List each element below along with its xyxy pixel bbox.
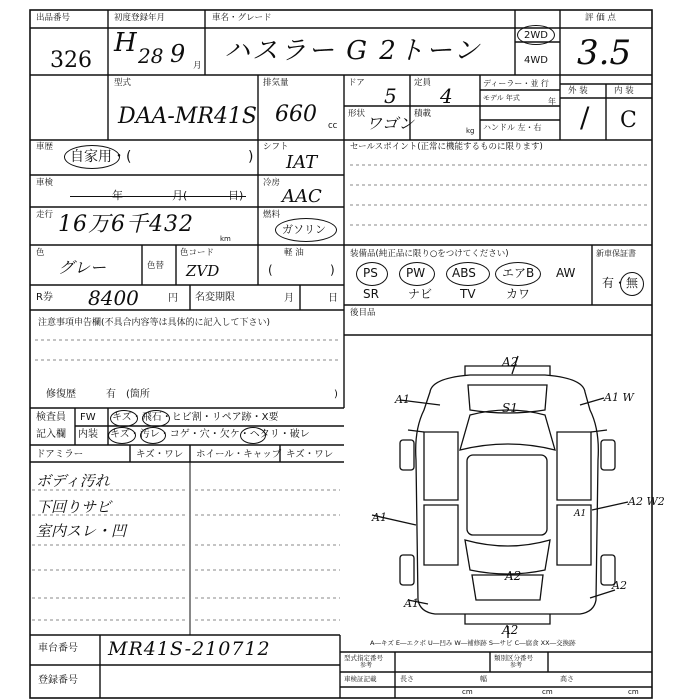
height-unit: cm [628, 688, 639, 696]
usage-value: 自家用・( [70, 149, 132, 165]
repair-value: 有 [106, 389, 116, 400]
shape-value: ワゴン [366, 114, 415, 133]
aircon-label: 冷房 [263, 178, 281, 188]
damage-rear-right: A2 [612, 579, 627, 592]
model-year-label: モデル 年式 [483, 94, 520, 102]
name-change-day: 日 [328, 293, 338, 304]
equip-tv: TV [460, 287, 476, 301]
usage-label: 車歴 [36, 142, 54, 152]
type-designation-sub: 参考 [360, 662, 373, 669]
score-value: 3.5 [577, 33, 632, 73]
sales-point-label: セールスポイント(正常に機能するものに限ります) [350, 142, 543, 152]
equipment-label: 装備品(純正品に限り○をつけてください) [350, 249, 509, 259]
name-change-month: 月 [284, 293, 294, 304]
light-oil-open: ( [268, 263, 273, 277]
handle-label: ハンドル 左・右 [483, 123, 542, 132]
equip-navi: ナビ [408, 287, 433, 301]
first-reg-label: 初度登録年月 [114, 13, 166, 23]
color-value: グレー [58, 258, 107, 277]
warranty-label: 新車保証書 [596, 249, 636, 258]
first-reg-month-unit: 月 [193, 61, 202, 71]
mileage-label: 走行 [36, 210, 54, 220]
equip-pw: PW [406, 266, 426, 280]
damage-left-side: A1 [372, 511, 387, 524]
inspector-row1-text: キズ・飛石・ヒビ割・リペア跡・X要 [112, 412, 279, 423]
usage-circle [64, 145, 120, 169]
interior-chip-circle [240, 427, 266, 444]
drive-2wd-circle [517, 25, 555, 45]
dealer-label: ディーラー・並 行 [483, 79, 549, 88]
damage-rear: A2 [502, 623, 519, 637]
chassis-value: MR41S-210712 [108, 638, 271, 660]
height-label: 高さ [560, 675, 574, 683]
damage-front-left: A1 [395, 393, 410, 406]
drive-4wd: 4WD [524, 55, 548, 66]
aircon-value: AAC [282, 186, 322, 207]
color-change-label: 色替 [147, 261, 165, 271]
chassis-label: 車台番号 [38, 643, 78, 654]
inspector-label-2: 記入欄 [36, 429, 66, 440]
capacity-label: 定員 [414, 78, 432, 88]
usage-close: ) [248, 149, 254, 165]
interior-scratch-circle [108, 427, 136, 444]
damage-legend: A―キズ E―エクボ U―凹み W―補修跡 S―サビ C―腐食 XX―交換跡 [370, 639, 576, 647]
first-reg-month: 9 [170, 40, 186, 68]
car-name: ハスラー G 2トーン [224, 36, 482, 66]
inspector-door-mirror: ドアミラー [36, 449, 84, 460]
name-change-label: 名変期限 [195, 292, 235, 303]
equip-airbag-circle [495, 262, 541, 286]
interior-label: 内 装 [614, 86, 634, 96]
displacement-value: 660 [275, 102, 317, 127]
registration-label: 登録番号 [38, 675, 78, 686]
model-label: 型式 [114, 78, 132, 88]
inspector-mirror-damage: キズ・ワレ [136, 449, 184, 460]
repair-label: 修復歴 [46, 389, 76, 400]
inspector-row2-head: 内装 [78, 429, 98, 440]
class-sub: 参考 [510, 662, 523, 669]
inspection-label: 車検 [36, 178, 54, 188]
lot-number: 326 [50, 48, 92, 73]
mileage-unit: km [220, 235, 231, 243]
damage-right-mid: A1 [574, 509, 587, 519]
first-reg-year: 28 [138, 44, 164, 68]
inspection-year: 年 [112, 189, 123, 202]
inspector-wheel: ホイール・キャップ [196, 449, 282, 460]
color-label: 色 [36, 248, 45, 258]
equip-leather: カワ [506, 287, 531, 301]
car-diagram [372, 356, 628, 638]
shape-label: 形状 [348, 109, 366, 119]
warranty-options: 有・無 [602, 276, 639, 290]
light-oil-label: 軽 油 [284, 248, 304, 258]
color-code-value: ZVD [186, 262, 220, 280]
type-designation-label: 型式指定番号 [344, 654, 383, 662]
capacity-value: 4 [440, 84, 453, 108]
damage-rear-door: A2 [505, 569, 522, 583]
damage-right-side: A2 W2 [628, 495, 665, 508]
score-label: 評 価 点 [585, 13, 616, 23]
length-unit: cm [462, 688, 473, 696]
model-value: DAA-MR41S [118, 104, 258, 129]
exterior-label: 外 装 [568, 86, 588, 96]
door-label: ドア [348, 78, 365, 88]
fuel-label: 燃料 [263, 210, 281, 220]
repair-part: (箇所 [126, 389, 150, 400]
displacement-label: 排気量 [263, 78, 289, 88]
inspection-day: 日) [228, 189, 244, 202]
door-value: 5 [384, 84, 397, 108]
color-code-label: 色コード [180, 248, 215, 258]
fuel-circle [275, 218, 337, 242]
recycle-value: 8400 [88, 286, 139, 310]
width-label: 幅 [480, 675, 487, 683]
fw-stone-circle [142, 410, 170, 427]
width-unit: cm [542, 688, 553, 696]
damage-hood: S1 [502, 401, 518, 415]
equip-ps: PS [363, 266, 378, 280]
length-label: 長さ [400, 675, 414, 683]
load-unit: kg [466, 127, 475, 135]
recycle-unit: 円 [168, 293, 178, 304]
damage-rear-left: A1 [404, 597, 419, 610]
inspector-label-1: 検査員 [36, 412, 66, 423]
class-label: 類別区分番号 [494, 654, 533, 662]
inspector-note-3: 室内スレ・凹 [36, 522, 127, 540]
lot-label: 出品番号 [36, 13, 71, 23]
extra-label: 後目品 [350, 308, 376, 318]
first-reg-era: H [114, 28, 137, 58]
displacement-unit: cc [328, 121, 338, 131]
inspector-row2-text: キズ・汚レ・コゲ・穴・欠ケ・ヘタリ・破レ [110, 429, 310, 440]
equip-ps-circle [356, 262, 388, 286]
repair-close: ) [334, 389, 338, 400]
equip-aw: AW [556, 266, 576, 280]
mileage-value: 16万6千432 [58, 212, 194, 237]
exterior-value: / [580, 101, 590, 134]
inspector-note-1: ボディ汚れ [36, 472, 110, 490]
interior-dirt-circle [140, 427, 166, 444]
shift-label: シフト [263, 142, 289, 152]
equip-pw-circle [399, 262, 435, 286]
model-year-unit: 年 [548, 97, 556, 106]
fuel-value: ガソリン [282, 223, 326, 236]
inspector-row1-head: FW [80, 412, 96, 423]
damage-front: A2 [502, 355, 519, 369]
load-label: 積載 [414, 109, 432, 119]
inspection-month: 月( [172, 189, 188, 202]
interior-value: C [620, 108, 637, 133]
warranty-circle [620, 272, 644, 296]
light-oil-close: ) [330, 263, 335, 277]
inspection-strike [70, 196, 246, 197]
inspector-wheel-damage: キズ・ワレ [286, 449, 334, 460]
equip-abs: ABS [452, 266, 476, 280]
equip-abs-circle [446, 262, 490, 286]
inspector-note-2: 下回りサビ [36, 498, 112, 516]
vehicle-cert-label: 車検証記載 [344, 675, 377, 683]
equip-sr: SR [363, 287, 379, 301]
shift-value: IAT [286, 152, 318, 173]
equip-airbag: エアB [502, 266, 535, 280]
damage-front-right: A1 W [604, 391, 634, 404]
recycle-label: R券 [36, 292, 53, 303]
drive-2wd: 2WD [524, 30, 548, 41]
notes-label: 注意事項申告欄(不具合内容等は具体的に記入して下さい) [38, 318, 271, 328]
car-name-label: 車名・グレード [212, 13, 272, 23]
fw-scratch-circle [110, 410, 138, 427]
